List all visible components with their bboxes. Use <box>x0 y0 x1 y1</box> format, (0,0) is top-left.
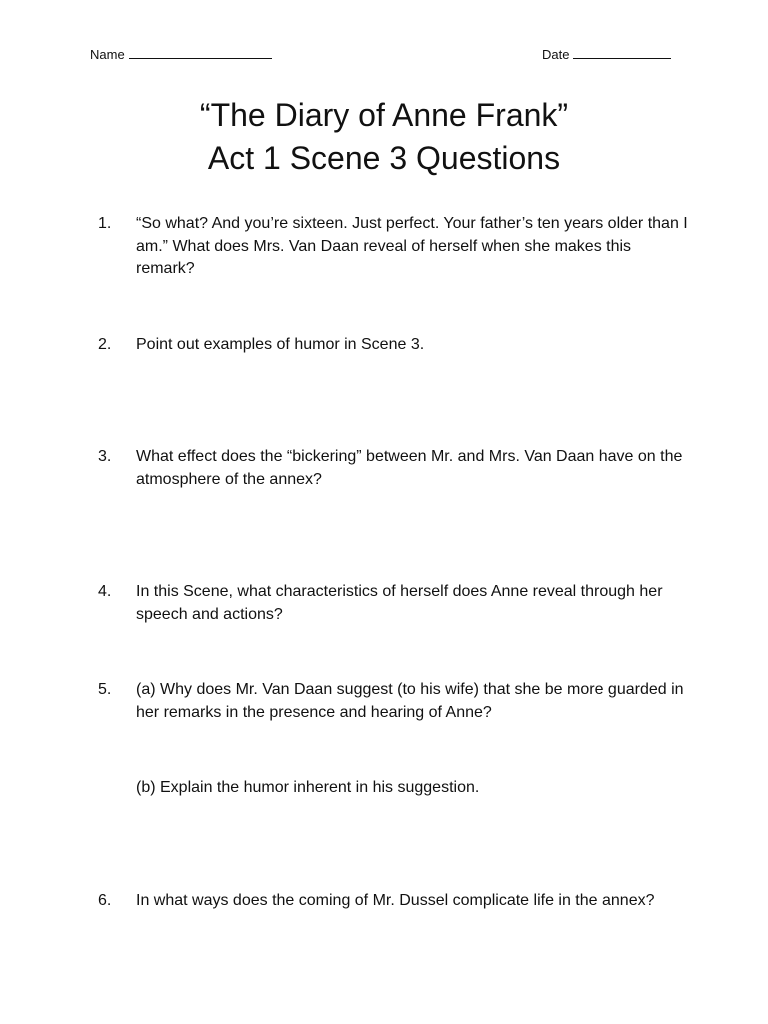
name-label: Name <box>90 47 125 62</box>
page-title-line-1: “The Diary of Anne Frank” <box>199 97 569 133</box>
question-5-part-b: (b) Explain the humor inherent in his suggestion. <box>136 779 480 796</box>
question-number: 4. <box>98 583 112 600</box>
name-blank-line <box>129 46 272 59</box>
question-number: 6. <box>98 892 112 909</box>
question-number: 1. <box>98 215 112 232</box>
question-1 <box>98 213 688 281</box>
question-2 <box>98 334 688 357</box>
name-field <box>90 46 272 63</box>
question-text: In this Scene, what characteristics of herself does Anne reveal through her speech and actions? <box>136 583 663 623</box>
question-3 <box>98 446 688 491</box>
question-number: 2. <box>98 336 112 353</box>
question-text: In what ways does the coming of Mr. Dussel complicate life in the annex? <box>136 892 655 909</box>
question-6 <box>98 890 688 913</box>
date-blank-line <box>573 46 671 59</box>
question-5 <box>98 679 688 724</box>
question-text: Point out examples of humor in Scene 3. <box>136 336 425 353</box>
page-title-line-2: Act 1 Scene 3 Questions <box>207 140 561 176</box>
date-label: Date <box>542 47 570 62</box>
question-number: 3. <box>98 448 112 465</box>
question-number: 5. <box>98 681 112 698</box>
question-text: What effect does the “bickering” between Mr. and Mrs. Van Daan have on the atmosphere of the annex? <box>136 448 683 488</box>
question-text: “So what? And you’re sixteen. Just perfect. Your father’s ten years older than I am.” What does Mrs. Van Daan reveal of herself when she makes this remark? <box>136 215 688 277</box>
date-field <box>542 46 671 63</box>
question-text: (a) Why does Mr. Van Daan suggest (to his wife) that she be more guarded in her remarks in the presence and hearing of Anne? <box>136 681 684 721</box>
question-4 <box>98 581 688 626</box>
